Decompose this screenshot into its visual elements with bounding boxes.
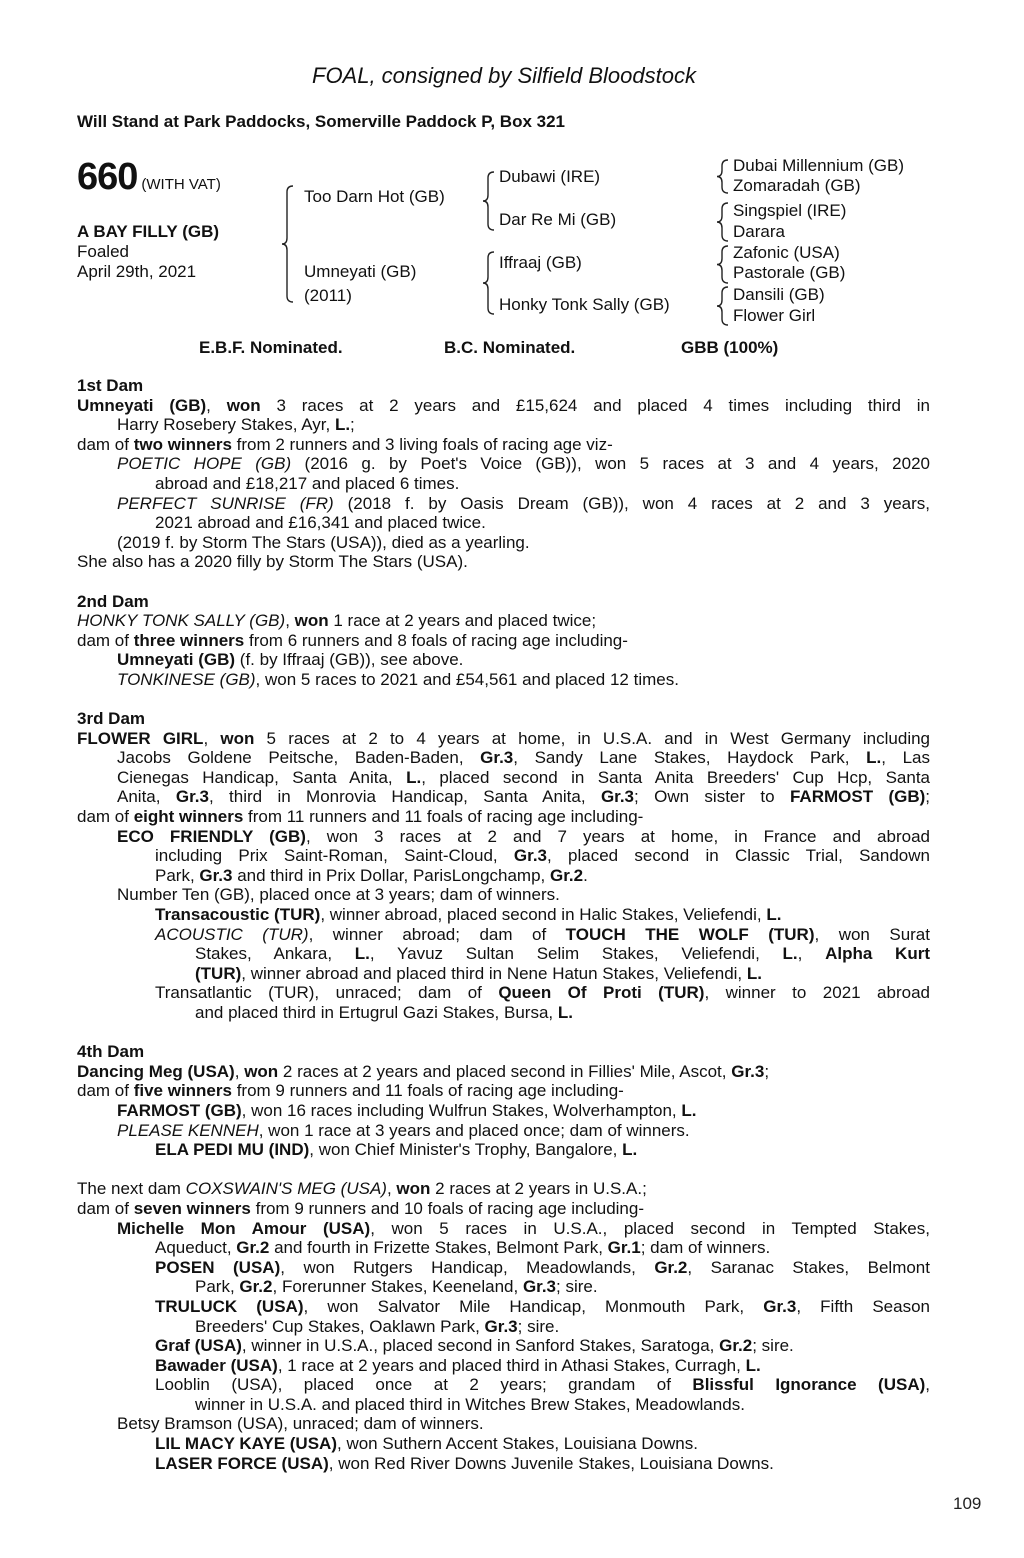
bold-text: POSEN (USA) [155,1257,281,1277]
bold-text: Graf (USA) [155,1336,242,1356]
bold-text: Gr.3 [600,787,635,807]
text-line [77,1356,930,1376]
pedigree-gen2: Dubawi (IRE) [499,167,601,186]
bold-text: Gr.2 [654,1257,688,1277]
text-line [77,650,930,670]
text-line [77,1317,930,1337]
bold-text: FARMOST (GB) [789,787,926,807]
bold-text: Gr.1 [607,1238,641,1258]
bold-text: three winners [133,630,245,650]
consignment-title: FOAL, consigned by Silfield Bloodstock [312,63,696,88]
text: 2 races at 2 years and placed second in Fillies' Mile, Ascot, [278,1061,732,1081]
pedigree-braces [0,0,1024,340]
foaled-date: April 29th, 2021 [77,262,197,281]
text-line [77,925,930,945]
italic-text: COXSWAIN'S MEG (USA) [185,1179,387,1199]
text: , [234,1061,245,1081]
text-line [77,944,930,964]
text-line [77,552,930,572]
text: , placed second in Santa Anita Breeders' Cup Hcp, Santa [421,767,930,787]
bold-text: two winners [133,434,232,454]
bold-text: L. [622,1140,638,1160]
italic-text: ACOUSTIC (TUR) [155,924,309,944]
brace-icon [483,172,494,230]
text: and placed third in Ertugrul Gazi Stakes, Bursa, [195,1003,558,1022]
text: ; dam of winners. [640,1238,771,1258]
text: ; sire. [517,1316,560,1336]
text-line [77,1101,930,1121]
blank-line [77,572,930,592]
text: , won Chief Minister's Trophy, Bangalore, [309,1140,623,1160]
text-line [77,905,930,925]
text: , winner abroad; dam of [308,924,566,944]
bold-text: L. [782,944,798,964]
text: Aqueduct, [155,1238,237,1258]
bold-text: Gr.3 [522,1277,557,1297]
text: , winner abroad and placed third in Nene Hatun Stakes, Veliefendi, [241,963,747,983]
page-number: 109 [953,1494,982,1513]
bold-text: L. [745,1355,761,1375]
text: 1 race at 2 years and placed twice; [328,611,597,631]
bold-text: Gr.3 [731,1061,765,1081]
text: Betsy Bramson (USA), unraced; dam of winners. [117,1414,484,1434]
pedigree-gen3: Zomaradah (GB) [733,176,861,195]
text: (2018 f. by Oasis Dream (GB)), won 4 races at 2 and 3 years, [333,493,930,513]
text: ; sire. [556,1277,598,1297]
text: . [583,865,588,885]
text-line [77,513,930,533]
text: ; [925,787,930,807]
blank-line [77,690,930,710]
text: from 6 runners and 8 foals of racing age including- [244,630,628,650]
text-line [77,1454,930,1474]
italic-text: HONKY TONK SALLY (GB) [77,611,286,631]
text: Anita, [117,787,176,807]
text: Jacobs Goldene Peitsche, Baden-Baden, [117,748,481,768]
italic-text: TONKINESE (GB) [117,669,256,689]
bold-text: Transacoustic (TUR) [155,905,321,925]
bold-text: TRULUCK (USA) [155,1296,304,1316]
bold-text: ELA PEDI MU (IND) [155,1140,310,1160]
text: winner in U.S.A. and placed third in Witches Brew Stakes, Meadowlands. [195,1394,745,1414]
text: The next dam [77,1179,186,1199]
pedigree-dam-year: (2011) [304,286,352,305]
text-line [77,592,930,612]
bold-text: TOUCH THE WOLF (TUR) [565,924,815,944]
bold-text: Gr.2 [236,1238,270,1258]
text-line [77,435,930,455]
bold-text: LIL MACY KAYE (USA) [155,1434,337,1454]
pedigree-gen3: Pastorale (GB) [733,263,846,282]
bold-text: L. [406,767,422,787]
ebf-nomination: E.B.F. Nominated. [199,338,343,357]
bold-text: L. [557,1003,573,1022]
text: 5 races at 2 to 4 years at home, in U.S.A. and in West Germany including [254,728,930,748]
text-line [77,1042,930,1062]
pedigree-sire: Too Darn Hot (GB) [304,187,445,206]
horse-description: A BAY FILLY (GB) [77,222,220,241]
bold-text: L. [334,415,351,435]
text: , won Suthern Accent Stakes, Louisiana Downs. [337,1434,698,1454]
pedigree-gen3: Zafonic (USA) [733,243,840,262]
text: , won 5 races in U.S.A., placed second in Tempted Stakes, [370,1218,930,1238]
text-line [77,376,930,396]
text: Harry Rosebery Stakes, Ayr, [117,415,335,435]
text-line [77,1081,930,1101]
text: Transatlantic (TUR), unraced; dam of [155,983,499,1003]
text: , [203,728,221,748]
text: , winner to 2021 abroad [704,983,930,1003]
bold-text: five winners [133,1081,232,1101]
text: 2 races at 2 years in U.S.A.; [430,1179,647,1199]
bold-text: LASER FORCE (USA) [155,1453,329,1473]
text: ; [764,1061,770,1081]
text: dam of [77,1081,134,1101]
bold-text: L. [681,1100,697,1120]
bold-text: ECO FRIENDLY (GB) [117,826,306,846]
text-line [77,748,930,768]
text: from 2 runners and 3 living foals of racing age viz- [231,434,613,454]
text: from 9 runners and 10 foals of racing age including- [250,1198,644,1218]
text-line [77,415,930,435]
text-line [77,768,930,788]
dam-line-text [77,376,930,1473]
brace-icon [717,246,728,283]
text-line [77,1199,930,1219]
pedigree-gen2: Dar Re Mi (GB) [499,210,617,229]
text-line [77,1121,930,1141]
bold-text: (TUR) [195,963,242,983]
text-line [77,1434,930,1454]
text: abroad and £18,217 and placed 6 times. [155,473,460,493]
bold-text: Gr.3 [484,1316,518,1336]
text: , winner abroad, placed second in Halic Stakes, Veliefendi, [320,905,767,925]
text: , won Rutgers Handicap, Meadowlands, [280,1257,655,1277]
text: , [797,944,826,964]
text-line [77,807,930,827]
bold-text: Gr.2 [719,1336,753,1356]
bold-text: L. [746,963,762,983]
text: dam of [77,630,134,650]
bold-text: won [226,395,261,415]
text-line [77,964,930,984]
bold-text: won [396,1179,431,1199]
gbb-status: GBB (100%) [681,338,779,357]
bold-text: Bawader (USA) [155,1355,278,1375]
text: (f. by Iffraaj (GB)), see above. [235,650,464,670]
bold-text: Queen Of Proti (TUR) [498,983,705,1003]
text: , Las [881,748,930,768]
text: , won 3 races at 2 and 7 years at home, in France and abroad [305,826,930,846]
text-line [77,454,930,474]
bold-text: seven winners [133,1198,251,1218]
italic-text: POETIC HOPE (GB) [117,454,292,474]
text: dam of [77,434,134,454]
text: , won 16 races including Wulfrun Stakes, Wolverhampton, [241,1100,682,1120]
bold-text: won [294,611,329,631]
text-line [77,827,930,847]
text-line [77,396,930,416]
stand-location: Will Stand at Park Paddocks, Somerville Paddock P, Box 321 [77,112,566,131]
bold-text: won [244,1061,279,1081]
blank-line [77,1023,930,1043]
text-line [77,866,930,886]
text: ; [350,415,355,435]
text: , [386,1179,397,1199]
text: 3 races at 2 years and £15,624 and placed 4 times including third in [260,395,930,415]
text: and third in Prix Dollar, ParisLongchamp, [232,865,550,885]
bold-text: L. [766,905,782,925]
text-line [77,494,930,514]
brace-icon [717,160,728,193]
pedigree-gen2: Iffraaj (GB) [499,253,582,272]
text-line [77,846,930,866]
text: , Fifth Season [796,1296,931,1316]
text-line [77,1395,930,1415]
text: Park, [195,1277,240,1297]
pedigree-gen3: Darara [733,222,785,241]
bold-text: L. [354,944,370,964]
bold-text: Umneyati (GB) [77,395,207,415]
bold-text: Alpha Kurt [825,944,930,964]
pedigree-gen3: Dansili (GB) [733,285,825,304]
text-line [77,611,930,631]
brace-icon [483,252,494,314]
text-line [77,474,930,494]
text-line [77,709,930,729]
bold-text: Gr.3 [175,787,209,807]
bold-text: Gr.3 [763,1296,797,1316]
pedigree-gen3: Flower Girl [733,306,816,325]
bold-text: Gr.2 [239,1277,273,1297]
bold-text: L. [866,748,882,768]
text: , winner in U.S.A., placed second in Sanford Stakes, Saratoga, [241,1336,720,1356]
text-line [77,1336,930,1356]
bold-text: Gr.3 [480,748,514,768]
text: Park, [155,865,200,885]
text-line [77,729,930,749]
bold-text: Umneyati (GB) [117,650,236,670]
text: , Saranac Stakes, Belmont [687,1257,930,1277]
bold-text: Gr.3 [513,846,548,866]
text-line [77,1297,930,1317]
text: , third in Monrovia Handicap, Santa Anita, [208,787,601,807]
text: She also has a 2020 filly by Storm The Stars (USA). [77,552,468,572]
text: , [925,1375,930,1395]
text-line [77,885,930,905]
text: (2016 g. by Poet's Voice (GB)), won 5 races at 3 and 4 years, 2020 [291,454,930,474]
bold-text: won [220,728,255,748]
text-line [77,1277,930,1297]
text-line [77,670,930,690]
text: , placed second in Classic Trial, Sandown [547,846,930,866]
text: from 9 runners and 11 foals of racing age including- [231,1081,624,1101]
italic-text: PERFECT SUNRISE (FR) [117,493,334,513]
bold-text: FLOWER GIRL [77,728,204,748]
bold-text: Michelle Mon Amour (USA) [117,1218,371,1238]
text: Number Ten (GB), placed once at 3 years; dam of winners. [117,885,560,905]
text: including Prix Saint-Roman, Saint-Cloud, [155,846,514,866]
bold-text: 4th Dam [77,1042,145,1062]
text-line [77,1414,930,1434]
bold-text: Gr.3 [199,865,233,885]
bold-text: 1st Dam [77,376,144,395]
bold-text: 2nd Dam [77,591,149,611]
text: , Forerunner Stakes, Keeneland, [272,1277,523,1297]
text: Cienegas Handicap, Santa Anita, [117,767,407,787]
text-line [77,533,930,553]
bold-text: FARMOST (GB) [117,1100,242,1120]
foaled-label: Foaled [77,242,129,261]
text: ; Own sister to [634,787,790,807]
text: Stakes, Ankara, [195,944,355,964]
text: , Sandy Lane Stakes, Haydock Park, [513,748,867,768]
text: dam of [77,807,134,827]
text: (2019 f. by Storm The Stars (USA)), died as a yearling. [117,532,530,552]
pedigree-gen3: Dubai Millennium (GB) [733,156,904,175]
text: from 11 runners and 11 foals of racing age including- [243,807,644,827]
text-line [77,1003,930,1023]
bc-nomination: B.C. Nominated. [444,338,576,357]
text: and fourth in Frizette Stakes, Belmont Park, [269,1238,608,1258]
pedigree-gen3: Singspiel (IRE) [733,201,847,220]
text-line [77,1219,930,1239]
bold-text: Gr.2 [550,865,584,885]
bold-text: 3rd Dam [77,709,146,729]
italic-text: PLEASE KENNEH [117,1120,259,1140]
text: ; sire. [752,1336,794,1356]
text: , [206,395,227,415]
brace-icon [717,203,728,241]
text-line [77,631,930,651]
text: Breeders' Cup Stakes, Oaklawn Park, [195,1316,485,1336]
text: , 1 race at 2 years and placed third in Athasi Stakes, Curragh, [277,1355,746,1375]
text-line [77,983,930,1003]
text: , won Salvator Mile Handicap, Monmouth Park, [303,1296,764,1316]
bold-text: Blissful Ignorance (USA) [692,1375,926,1395]
text: , won Red River Downs Juvenile Stakes, Louisiana Downs. [328,1453,774,1473]
pedigree-gen2: Honky Tonk Sally (GB) [499,295,670,314]
text-line [77,1375,930,1395]
text-line [77,1062,930,1082]
lot-number-value: 660 [77,156,138,198]
text: , won 1 race at 3 years and placed once; dam of winners. [258,1120,690,1140]
text-line [77,1238,930,1258]
text: dam of [77,1198,134,1218]
bold-text: eight winners [133,807,244,827]
text-line [77,1258,930,1278]
text-line [77,1140,930,1160]
bold-text: Dancing Meg (USA) [77,1061,235,1081]
text: , [285,611,295,631]
brace-icon [282,186,293,302]
vat-note: (WITH VAT) [141,176,221,193]
brace-icon [717,287,728,325]
text-line [77,787,930,807]
text: , won 5 races to 2021 and £54,561 and placed 12 times. [255,669,679,689]
text: , won Surat [814,924,930,944]
blank-line [77,1160,930,1180]
text: , Yavuz Sultan Selim Stakes, Veliefendi, [369,944,783,964]
text: Looblin (USA), placed once at 2 years; grandam of [155,1375,693,1395]
text-line [77,1179,930,1199]
text: 2021 abroad and £16,341 and placed twice. [155,513,486,533]
pedigree-dam: Umneyati (GB) [304,262,417,281]
